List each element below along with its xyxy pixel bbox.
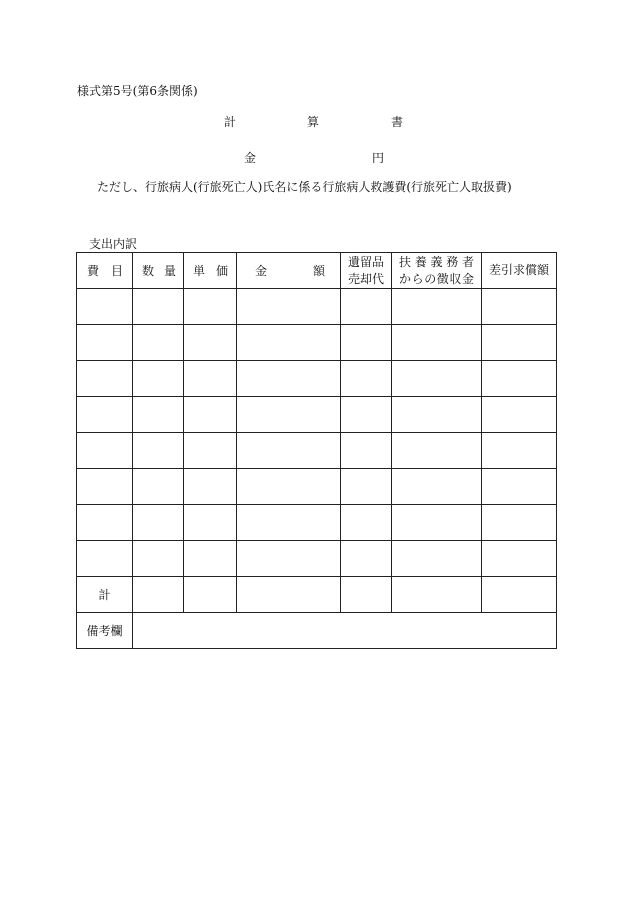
proviso-text: ただし、行旅病人(行旅死亡人)氏名に係る行旅病人救護費(行旅死亡人取扱費) [97, 180, 512, 194]
header-item-char-2: 目 [110, 264, 123, 278]
header-net-claim-label: 差引求償額 [488, 263, 549, 278]
cell-support-obligor[interactable] [392, 541, 482, 577]
cell-estate-sale[interactable] [341, 541, 392, 577]
cell-total-support-obligor[interactable] [392, 577, 482, 613]
cell-item[interactable] [77, 541, 133, 577]
cell-total-unit-price[interactable] [184, 577, 237, 613]
header-row [77, 253, 557, 289]
cell-estate-sale[interactable] [341, 505, 392, 541]
header-item-char-1: 費 [87, 264, 100, 278]
amount-line [0, 152, 630, 166]
header-support-l2-c6: 金 [461, 271, 474, 286]
cell-quantity[interactable] [133, 289, 184, 325]
amount-suffix: 円 [372, 151, 385, 165]
header-support-l2-c1: か [399, 271, 412, 286]
cell-quantity[interactable] [133, 541, 184, 577]
document-title [0, 116, 630, 130]
cell-unit-price[interactable] [184, 361, 237, 397]
header-support-l2-c4: 徴 [436, 271, 449, 286]
table-row [77, 469, 557, 505]
header-support-l2-c3: の [424, 271, 437, 286]
table-row [77, 433, 557, 469]
header-support-l2-c5: 収 [449, 271, 462, 286]
cell-net-claim[interactable] [482, 289, 557, 325]
cell-unit-price[interactable] [184, 469, 237, 505]
cell-amount[interactable] [237, 505, 341, 541]
cell-unit-price[interactable] [184, 433, 237, 469]
cell-quantity[interactable] [133, 469, 184, 505]
cell-item[interactable] [77, 397, 133, 433]
cell-estate-sale[interactable] [341, 361, 392, 397]
cell-item[interactable] [77, 469, 133, 505]
title-char-1: 計 [224, 115, 237, 129]
cell-net-claim[interactable] [482, 505, 557, 541]
cell-item[interactable] [77, 289, 133, 325]
cell-unit-price[interactable] [184, 325, 237, 361]
header-item [77, 253, 133, 289]
cell-item[interactable] [77, 505, 133, 541]
cell-unit-price[interactable] [184, 505, 237, 541]
cell-net-claim[interactable] [482, 325, 557, 361]
table-row [77, 289, 557, 325]
cell-support-obligor[interactable] [392, 469, 482, 505]
header-estate-sale-line-2: 売却代 [347, 271, 384, 286]
cell-unit-price[interactable] [184, 541, 237, 577]
table-body [77, 289, 557, 649]
remarks-label: 備考欄 [77, 613, 133, 649]
header-quantity [133, 253, 184, 289]
cell-item[interactable] [77, 325, 133, 361]
cell-estate-sale[interactable] [341, 397, 392, 433]
cell-quantity[interactable] [133, 325, 184, 361]
cell-unit-price[interactable] [184, 397, 237, 433]
cell-support-obligor[interactable] [392, 397, 482, 433]
header-amount-char-2: 額 [312, 264, 325, 278]
cell-total-amount[interactable] [237, 577, 341, 613]
table-row [77, 541, 557, 577]
cell-amount[interactable] [237, 541, 341, 577]
cell-total-estate-sale[interactable] [341, 577, 392, 613]
cell-estate-sale[interactable] [341, 433, 392, 469]
cell-quantity[interactable] [133, 433, 184, 469]
cell-amount[interactable] [237, 433, 341, 469]
cell-net-claim[interactable] [482, 361, 557, 397]
header-support-l1-c4: 務 [446, 255, 459, 270]
remarks-field[interactable] [133, 613, 557, 649]
form-number: 様式第5号(第6条関係) [77, 84, 198, 98]
table-row [77, 397, 557, 433]
header-unit-price-char-2: 価 [215, 264, 228, 278]
cell-net-claim[interactable] [482, 433, 557, 469]
breakdown-table [76, 252, 557, 649]
breakdown-label: 支出内訳 [89, 237, 138, 251]
cell-amount[interactable] [237, 289, 341, 325]
table-row [77, 361, 557, 397]
header-estate-sale [341, 253, 392, 289]
cell-net-claim[interactable] [482, 469, 557, 505]
cell-total-quantity[interactable] [133, 577, 184, 613]
cell-support-obligor[interactable] [392, 325, 482, 361]
cell-item[interactable] [77, 361, 133, 397]
header-net-claim [482, 253, 557, 289]
header-estate-sale-line-1: 遺留品 [347, 255, 384, 270]
total-label: 計 [77, 577, 133, 613]
header-quantity-char-2: 量 [163, 264, 176, 278]
cell-estate-sale[interactable] [341, 289, 392, 325]
cell-estate-sale[interactable] [341, 469, 392, 505]
cell-net-claim[interactable] [482, 541, 557, 577]
cell-amount[interactable] [237, 397, 341, 433]
cell-amount[interactable] [237, 325, 341, 361]
header-support-l1-c1: 扶 [399, 255, 412, 270]
header-quantity-char-1: 数 [142, 264, 155, 278]
cell-amount[interactable] [237, 469, 341, 505]
header-support-l1-c5: 者 [461, 255, 474, 270]
amount-prefix: 金 [244, 151, 257, 165]
cell-support-obligor[interactable] [392, 433, 482, 469]
header-amount [237, 253, 341, 289]
header-support-l1-c3: 義 [430, 255, 443, 270]
remarks-row [77, 613, 557, 649]
header-unit-price-char-1: 単 [193, 264, 206, 278]
cell-unit-price[interactable] [184, 289, 237, 325]
cell-item[interactable] [77, 433, 133, 469]
cell-net-claim[interactable] [482, 397, 557, 433]
header-amount-char-1: 金 [255, 264, 268, 278]
cell-estate-sale[interactable] [341, 325, 392, 361]
title-char-2: 算 [307, 115, 320, 129]
title-char-3: 書 [391, 115, 404, 129]
cell-support-obligor[interactable] [392, 361, 482, 397]
header-support-obligor [392, 253, 482, 289]
cell-quantity[interactable] [133, 361, 184, 397]
header-support-l2-c2: ら [411, 271, 424, 286]
cell-quantity[interactable] [133, 397, 184, 433]
header-unit-price [184, 253, 237, 289]
cell-quantity[interactable] [133, 505, 184, 541]
cell-amount[interactable] [237, 361, 341, 397]
cell-support-obligor[interactable] [392, 505, 482, 541]
cell-support-obligor[interactable] [392, 289, 482, 325]
table-row [77, 505, 557, 541]
cell-total-net-claim[interactable] [482, 577, 557, 613]
table-row [77, 325, 557, 361]
total-row [77, 577, 557, 613]
header-support-l1-c2: 養 [414, 255, 427, 270]
